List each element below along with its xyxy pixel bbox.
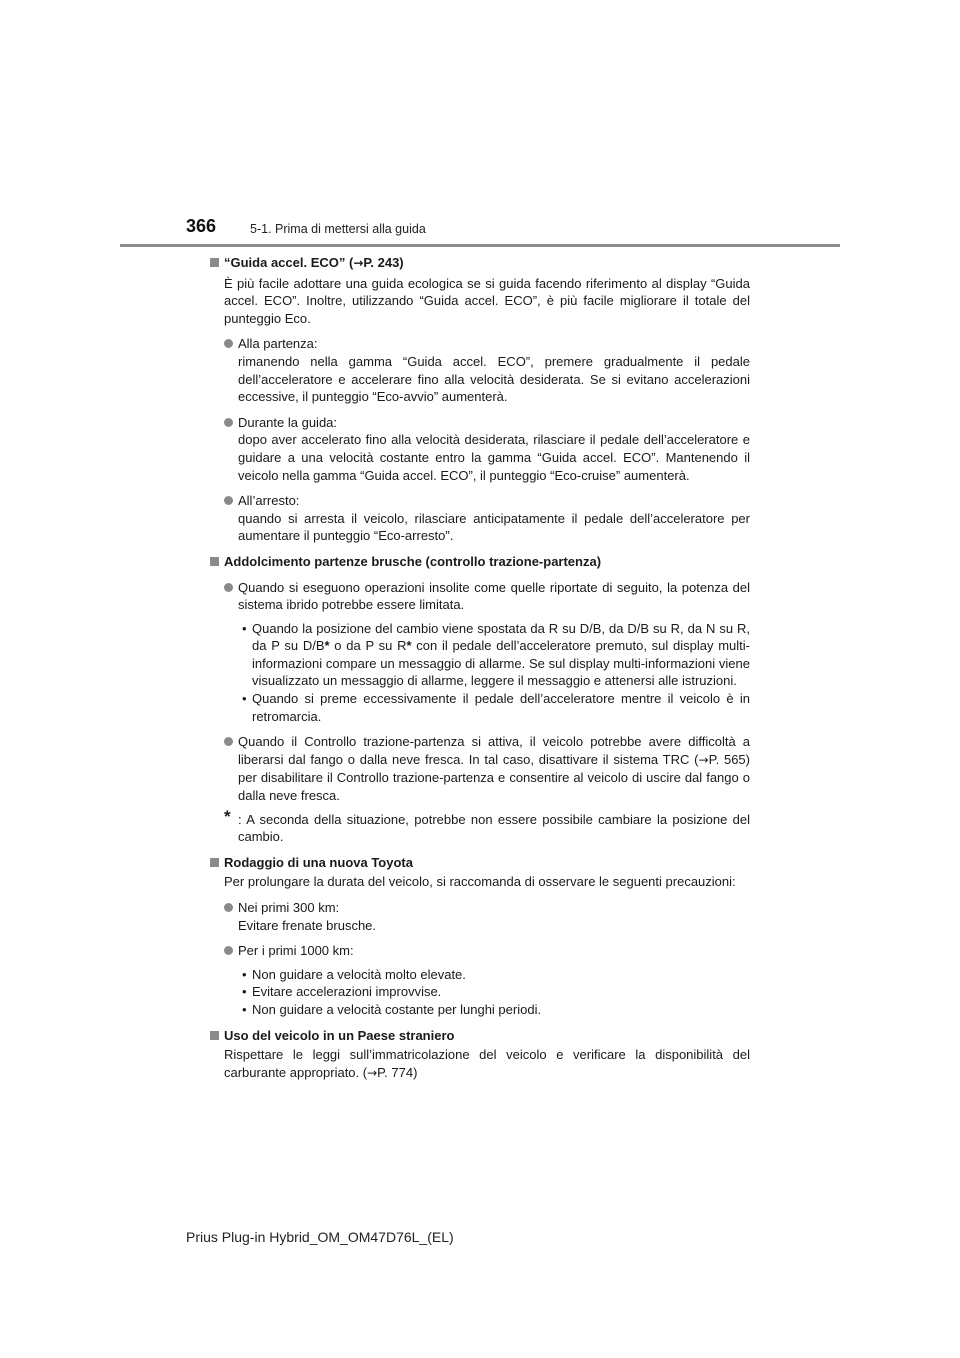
list-item-operazioni-insolite [224,579,750,614]
footer-document-id: Prius Plug-in Hybrid_OM_OM47D76L_(EL) [186,1229,454,1245]
bullet-text: rimanendo nella gamma “Guida accel. ECO”, premere gradualmente il pedale dell’acceleratore e accelerare fino alla velocità desiderata. Se si evitano accelerazioni eccessive, il punteggio “Eco-avvio” aumenterà. [238,353,750,405]
page-number: 366 [186,216,217,236]
arrow-right-icon: → [367,1065,378,1080]
heading-text: Addolcimento partenze brusche (controllo trazione-partenza) [224,553,602,569]
sub-bullet-marker: • [242,984,247,1000]
heading-text: Rodaggio di una nuova Toyota [224,854,413,870]
list-item-controllo-trazione [224,733,750,804]
sub-bullet-marker: • [242,620,247,636]
sub-bullet-marker: • [242,966,247,982]
header-rule [120,244,840,247]
heading-addolcimento [210,553,750,571]
list-item-durante-guida [224,414,750,484]
sub-item-velocita [238,966,750,984]
paragraph-text-a: Rispettare le leggi sull’immatricolazione del veicolo e verificare la disponibilità del carburante appropriato. ( [224,1047,750,1080]
estero-text [224,1046,750,1082]
circle-bullet-icon [224,903,233,912]
sub-item-posizione-cambio [238,620,750,690]
circle-bullet-icon [224,946,233,955]
arrow-right-icon: → [698,752,709,767]
square-bullet-icon [210,858,219,867]
circle-bullet-icon [224,583,233,592]
sub-bullet-marker: • [242,1001,247,1017]
section-title: 5-1. Prima di mettersi alla guida [250,222,426,236]
square-bullet-icon [210,258,219,267]
bullet-text-a: Quando il Controllo trazione-partenza si attiva, il veicolo potrebbe avere difficoltà a liberarsi dal fango o dalla neve fresca. In tal caso, disattivare il sistema TRC ( [238,734,750,767]
bullet-text-b: P. 565) per disabilitare il Controllo trazione-partenza e consentire al veicolo di uscire dal fango o dalla neve fresca. [238,751,750,804]
page-reference-link[interactable]: P. 243) [363,255,404,270]
footnote-star: * [224,806,231,826]
square-bullet-icon [210,1031,219,1040]
square-bullet-icon [210,557,219,566]
footnote-star: * [406,638,412,654]
bullet-text: Evitare frenate brusche. [238,917,377,933]
circle-bullet-icon [224,418,233,427]
sub-text-a: Quando la posizione del cambio viene spostata da R su D/B, da D/B su R, da N su R, da P su D/B [252,620,750,654]
sub-item-accelerazioni [238,983,750,1001]
eco-intro: È più facile adottare una guida ecologica se si guida facendo riferimento al display “Guida accel. ECO”. Inoltre, utilizzando “Guida accel. ECO”, è più facile migliorare il totale del punteggio Eco. [224,275,750,326]
page-content [210,254,750,1082]
bullet-text: dopo aver accelerato fino alla velocità desiderata, rilasciare il pedale dell’acceleratore e guidare a una velocità costante entro la gamma “Guida accel. ECO”. Mantenendo il veicolo nella gamma “Guida accel. ECO”, il punteggio “Eco-cruise” aumenterà. [238,432,750,483]
sub-bullet-marker: • [242,691,247,707]
footnote-text: : A seconda della situazione, potrebbe non essere possibile cambiare la posizione del cambio. [238,811,750,845]
heading-guida-accel-eco [210,254,750,273]
circle-bullet-icon [224,339,233,348]
bullet-label: Nei primi 300 km: [238,900,340,915]
sub-text-c: con il pedale dell’acceleratore premuto, sul display multi-informazioni compare un messaggio di allarme. Se sul display multi-informazioni viene visualizzato un messaggio di allarme, leggere il messaggio e attenersi alle istruzioni. [252,638,750,689]
heading-paese-straniero [210,1027,750,1045]
list-item-primi-1000-km [224,942,750,960]
arrow-right-icon: → [353,256,364,270]
circle-bullet-icon [224,496,233,505]
bullet-text: Quando si eseguono operazioni insolite come quelle riportate di seguito, la potenza del sistema ibrido potrebbe essere limitata. [238,579,750,613]
heading-text: Uso del veicolo in un Paese straniero [224,1027,455,1043]
sub-text: Non guidare a velocità costante per lunghi periodi. [252,1001,542,1017]
bullet-label: All’arresto: [238,493,300,509]
page-reference-link[interactable]: P. 774) [377,1064,418,1080]
sub-text: Non guidare a velocità molto elevate. [252,966,466,982]
footnote [224,806,750,846]
bullet-label: Per i primi 1000 km: [238,943,354,959]
rodaggio-intro: Per prolungare la durata del veicolo, si raccomanda di osservare le seguenti precauzioni: [224,874,736,890]
footnote-star: * [324,638,330,654]
sub-text: Quando si preme eccessivamente il pedale dell’acceleratore mentre il veicolo è in retromarcia. [252,691,750,724]
heading-rodaggio [210,854,750,872]
bullet-label: Durante la guida: [238,414,338,430]
list-item-primi-300-km [224,899,750,934]
sub-text-b: o da P su R [329,638,407,654]
list-item-arresto [224,492,750,545]
bullet-label: Alla partenza: [238,336,318,352]
heading-text: “Guida accel. ECO” ( [224,255,354,270]
sub-text: Evitare accelerazioni improvvise. [252,984,442,1000]
sub-item-velocita-costante [238,1001,750,1019]
circle-bullet-icon [224,737,233,746]
sub-item-retromarcia [238,690,750,725]
bullet-text: quando si arresta il veicolo, rilasciare anticipatamente il pedale dell’acceleratore per aumentare il punteggio “Eco-arresto”. [238,510,750,544]
list-item-partenza [224,335,750,405]
